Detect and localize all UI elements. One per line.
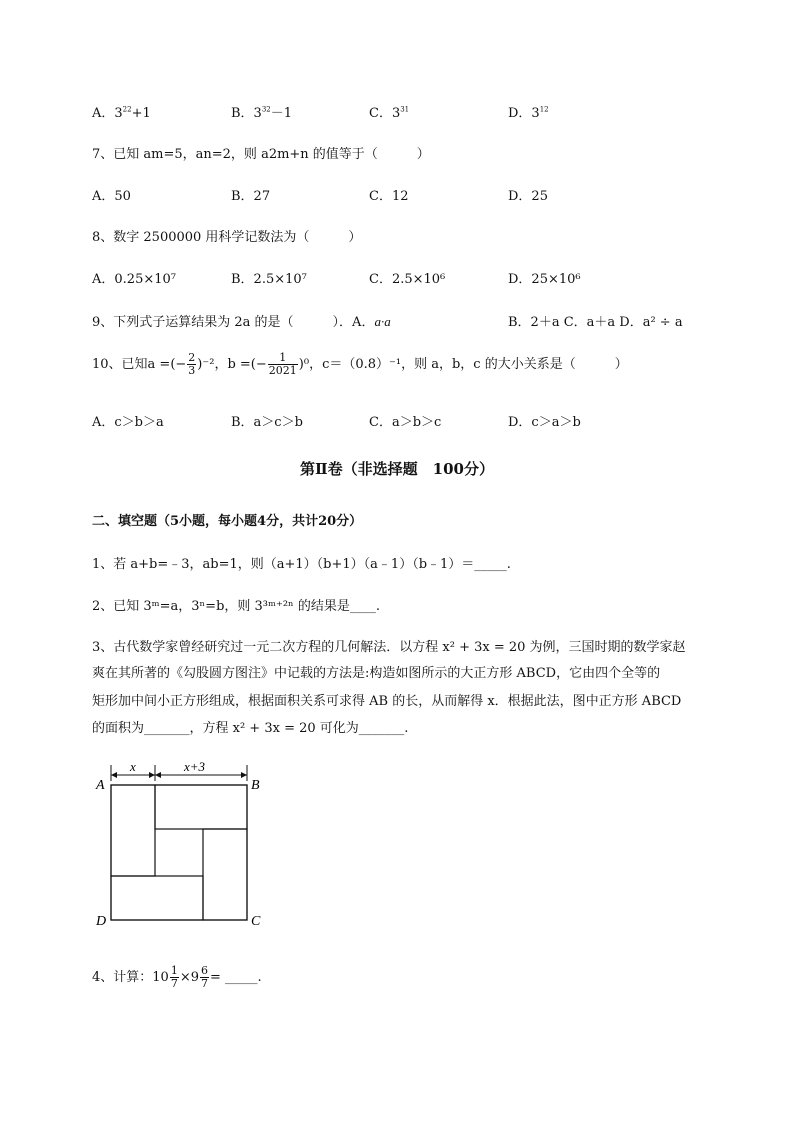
corner-label-b: B bbox=[251, 778, 260, 793]
q8-stem: 8、数字 2500000 用科学记数法为（ ） bbox=[92, 230, 362, 245]
fill-q3-line4: 的面积为_______，方程 x² + 3x = 20 可化为_______. bbox=[92, 721, 409, 736]
q10-option-b: B．a＞c＞b bbox=[231, 415, 303, 430]
q6-option-b: B．$3^{32}-1$ bbox=[231, 105, 293, 121]
q4-frac-2: $\frac{6}{7}$ bbox=[201, 964, 208, 990]
q7-option-b: B．27 bbox=[231, 189, 271, 204]
fill-q3-line2: 爽在其所著的《勾股圆方图注》中记载的方法是:构造如图所示的大正方形 ABCD，它由四个全等的 bbox=[92, 666, 661, 681]
corner-label-a: A bbox=[96, 778, 105, 793]
q8-option-a: A．0.25×10⁷ bbox=[92, 272, 176, 287]
q10-option-a: A．c＞b＞a bbox=[92, 415, 164, 430]
zhao-shuang-square-figure bbox=[90, 755, 280, 935]
q6-option-d: D．$3^{12}$ bbox=[508, 105, 549, 121]
q7-stem: 7、已知 am=5，an=2，则 a2m+n 的值等于（ ） bbox=[92, 147, 430, 162]
q6-option-c: C．$3^{31}$ bbox=[369, 105, 410, 121]
q4-frac-1: $\frac{1}{7}$ bbox=[170, 964, 178, 990]
section-heading: 二、填空题（5小题，每小题4分，共计20分） bbox=[92, 514, 363, 529]
q6-option-a: A．$3^{22}+1$ bbox=[92, 105, 151, 121]
fill-q3-line1: 3、古代数学家曾经研究过一元二次方程的几何解法．以方程 x² + 3x = 20 为例，三国时期的数学家赵 bbox=[92, 640, 686, 655]
q10-option-c: C．a＞b＞c bbox=[369, 415, 442, 430]
corner-label-d: D bbox=[96, 914, 107, 929]
fill-q2: 2、已知 3ᵐ=a，3ⁿ=b，则 3³ᵐ⁺²ⁿ 的结果是____. bbox=[92, 599, 380, 614]
q9-stem: 9、下列式子运算结果为 2a 的是（ ）．A．a·a bbox=[92, 314, 391, 330]
q9-options-rest: B．2＋a C．a＋a D．a² ÷ a bbox=[508, 315, 683, 330]
q10-option-d: D．c＞a＞b bbox=[508, 415, 581, 430]
q7-option-c: C．12 bbox=[369, 189, 409, 204]
q10-stem: 10、已知a =(− $\frac{2}{3}$ )⁻²，b =(− $\frac{1}{2021}$ )⁰，c＝（0.8）⁻¹，则 a，b，c 的大小关系是（ ） bbox=[92, 351, 628, 377]
dim-label-x: x bbox=[130, 759, 136, 774]
section-title: 第Ⅱ卷（非选择题 100分） bbox=[300, 460, 494, 478]
q8-option-b: B．2.5×10⁷ bbox=[231, 272, 307, 287]
q7-option-a: A．50 bbox=[92, 189, 131, 204]
q8-option-d: D．25×10⁶ bbox=[508, 272, 581, 287]
q8-option-c: C．2.5×10⁶ bbox=[369, 272, 446, 287]
fill-q1: 1、若 a+b=﹣3，ab=1，则（a+1）（b+1）（a﹣1）（b﹣1）＝_____. bbox=[92, 557, 511, 572]
q7-option-d: D．25 bbox=[508, 189, 548, 204]
dim-label-x3: x+3 bbox=[184, 759, 206, 774]
q10-frac-a: $\frac{2}{3}$ bbox=[188, 351, 196, 377]
fill-q3-line3: 矩形加中间小正方形组成，根据面积关系可求得 AB 的长，从而解得 x．根据此法，图中正方形 ABCD bbox=[92, 694, 682, 709]
corner-label-c: C bbox=[251, 914, 261, 929]
fill-q4: 4、计算：10 $\frac{1}{7}$ ×9 $\frac{6}{7}$ = _____. bbox=[92, 964, 262, 990]
q10-frac-b: $\frac{1}{2021}$ bbox=[268, 351, 297, 377]
